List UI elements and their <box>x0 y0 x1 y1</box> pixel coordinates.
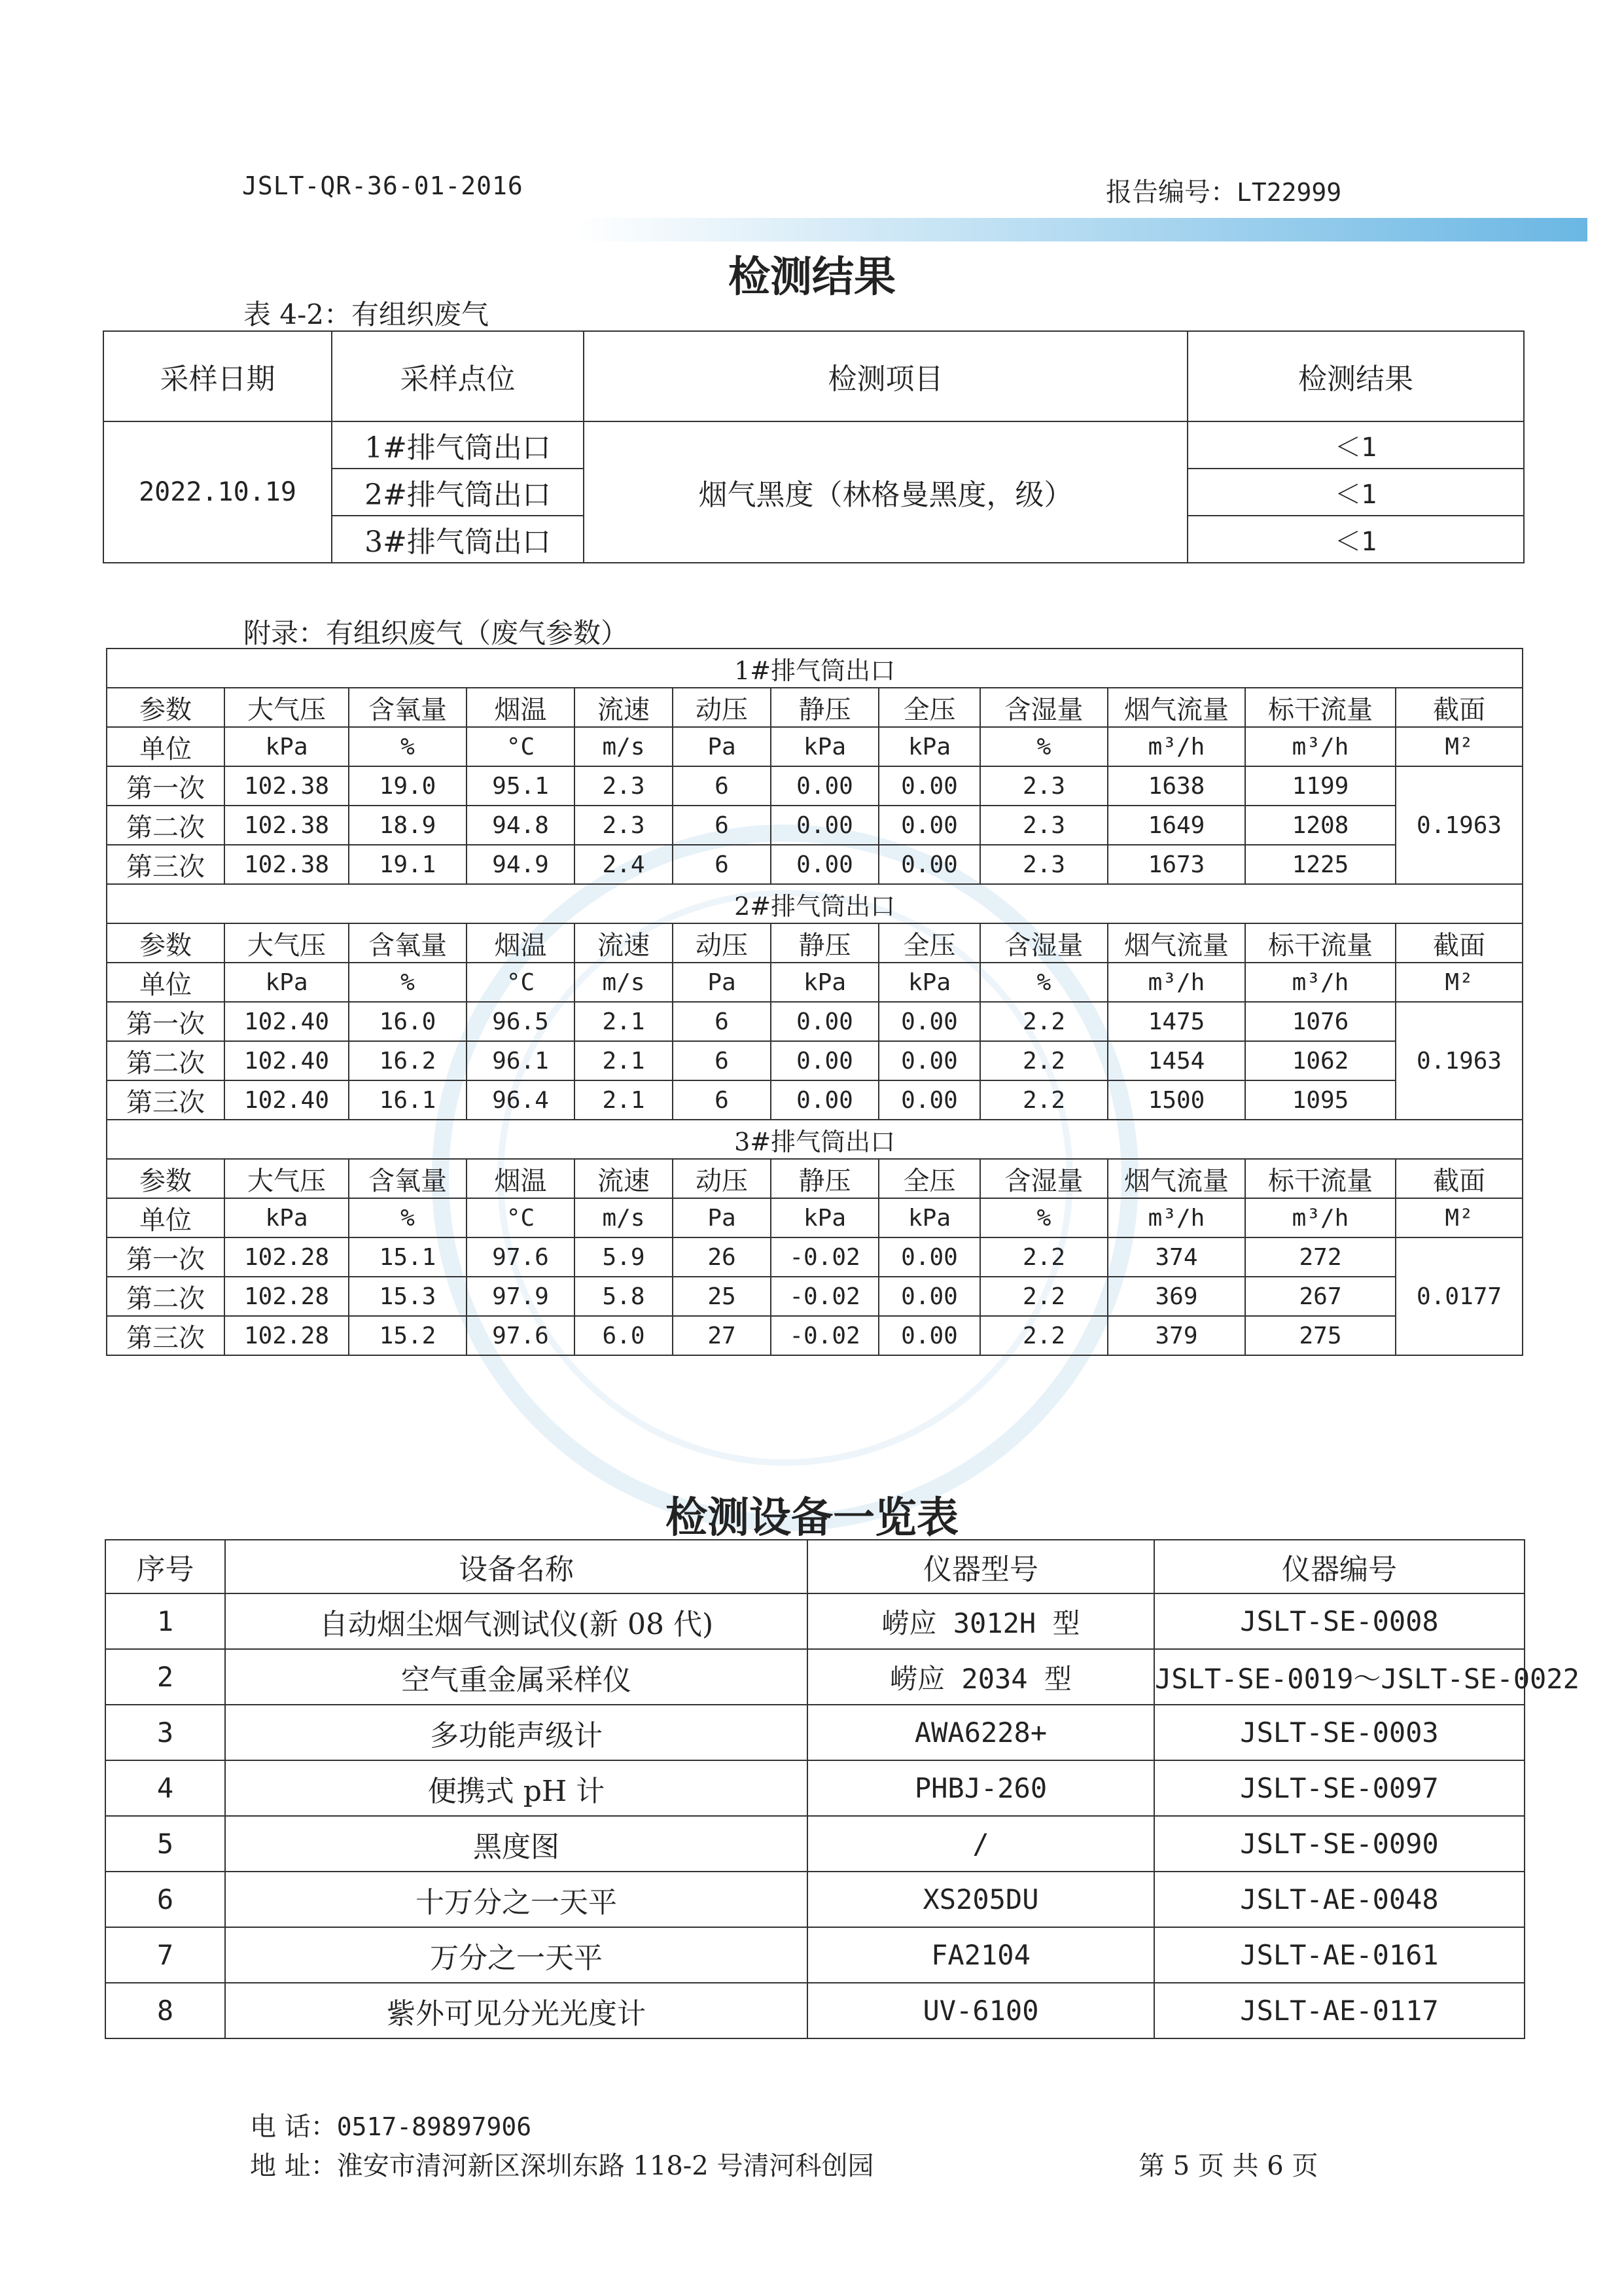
data-cell: 96.4 <box>467 1080 574 1120</box>
data-cell: 102.28 <box>224 1316 349 1355</box>
row-number: 6 <box>105 1872 225 1927</box>
param-header-cell: 流速 <box>574 1159 673 1198</box>
table-row <box>107 845 1523 884</box>
data-cell: 18.9 <box>349 806 467 845</box>
unit-cell: % <box>349 963 467 1002</box>
data-cell: 26 <box>673 1237 771 1277</box>
param-header-cell: 截面 <box>1396 1159 1523 1198</box>
equipment-name: 空气重金属采样仪 <box>225 1649 807 1705</box>
data-cell: 102.40 <box>224 1002 349 1041</box>
unit-row <box>107 1198 1523 1237</box>
data-cell: 第一次 <box>107 1002 224 1041</box>
unit-cell: m³/h <box>1108 727 1245 766</box>
data-cell: 94.9 <box>467 845 574 884</box>
data-cell: 第二次 <box>107 806 224 845</box>
data-cell: 0.00 <box>771 766 879 806</box>
param-header-cell: 静压 <box>771 923 879 963</box>
data-cell: 2.3 <box>574 806 673 845</box>
table-row <box>103 421 1524 469</box>
test-item: 烟气黑度（林格曼黑度，级） <box>584 421 1188 563</box>
model-number: PHBJ-260 <box>807 1760 1154 1816</box>
equipment-name: 自动烟尘烟气测试仪(新 08 代) <box>225 1593 807 1649</box>
unit-cell: 单位 <box>107 963 224 1002</box>
section-title: 3#排气筒出口 <box>107 1120 1523 1159</box>
param-header-cell: 含氧量 <box>349 688 467 727</box>
data-cell: 第三次 <box>107 845 224 884</box>
param-header-cell: 含湿量 <box>980 688 1108 727</box>
param-header-cell: 含湿量 <box>980 923 1108 963</box>
param-header-cell: 标干流量 <box>1245 688 1396 727</box>
data-cell: 0.00 <box>879 1277 980 1316</box>
data-cell: 1500 <box>1108 1080 1245 1120</box>
unit-cell: m³/h <box>1108 963 1245 1002</box>
unit-row <box>107 963 1523 1002</box>
equipment-name: 十万分之一天平 <box>225 1872 807 1927</box>
data-cell: 1062 <box>1245 1041 1396 1080</box>
data-cell: 第二次 <box>107 1277 224 1316</box>
model-number: AWA6228+ <box>807 1705 1154 1760</box>
data-cell: 0.00 <box>771 1041 879 1080</box>
page-number: 第 5 页 共 6 页 <box>1139 2151 1318 2181</box>
data-cell: 6 <box>673 806 771 845</box>
unit-cell: m/s <box>574 963 673 1002</box>
data-cell: 27 <box>673 1316 771 1355</box>
param-header-cell: 参数 <box>107 923 224 963</box>
page-title: 检测结果 <box>728 253 896 302</box>
param-header-cell: 烟温 <box>467 923 574 963</box>
data-cell: 1208 <box>1245 806 1396 845</box>
results-table <box>103 330 1525 563</box>
unit-cell: kPa <box>224 727 349 766</box>
param-header-cell: 烟气流量 <box>1108 923 1245 963</box>
data-cell: 0.00 <box>879 1080 980 1120</box>
model-number: XS205DU <box>807 1872 1154 1927</box>
data-cell: 1199 <box>1245 766 1396 806</box>
unit-cell: % <box>980 963 1108 1002</box>
data-cell: 1649 <box>1108 806 1245 845</box>
results-header-row <box>103 331 1524 421</box>
unit-cell: M² <box>1396 727 1523 766</box>
footer-phone <box>250 2106 531 2143</box>
header-cell: 检测项目 <box>584 331 1188 421</box>
param-header-cell: 大气压 <box>224 688 349 727</box>
data-cell: 0.00 <box>771 1080 879 1120</box>
table-row <box>105 1872 1525 1927</box>
table-row <box>105 1760 1525 1816</box>
unit-cell: kPa <box>224 1198 349 1237</box>
table-row <box>107 766 1523 806</box>
equipment-id: JSLT-AE-0048 <box>1154 1872 1525 1927</box>
table-row <box>105 1593 1525 1649</box>
param-header-cell: 大气压 <box>224 1159 349 1198</box>
header-cell: 仪器编号 <box>1154 1540 1525 1593</box>
data-cell: 6 <box>673 845 771 884</box>
phone-label: 电 话： <box>250 2112 337 2142</box>
unit-cell: m/s <box>574 1198 673 1237</box>
param-header-cell: 动压 <box>673 923 771 963</box>
data-cell: 102.28 <box>224 1237 349 1277</box>
data-cell: 2.2 <box>980 1277 1108 1316</box>
data-cell: 2.3 <box>980 845 1108 884</box>
report-number-label: 报告编号： <box>1106 177 1237 207</box>
unit-cell: m³/h <box>1245 727 1396 766</box>
unit-cell: kPa <box>879 727 980 766</box>
param-header-cell: 全压 <box>879 923 980 963</box>
data-cell: 2.3 <box>980 766 1108 806</box>
data-cell: 1475 <box>1108 1002 1245 1041</box>
unit-cell: °C <box>467 963 574 1002</box>
data-cell: 6 <box>673 1080 771 1120</box>
table-row <box>105 1983 1525 2038</box>
data-cell: 102.28 <box>224 1277 349 1316</box>
equipment-name: 紫外可见分光光度计 <box>225 1983 807 2038</box>
section-area-cell: 0.0177 <box>1396 1237 1523 1355</box>
data-cell: 95.1 <box>467 766 574 806</box>
data-cell: -0.02 <box>771 1237 879 1277</box>
address-value: 淮安市清河新区深圳东路 118-2 号清河科创园 <box>336 2151 874 2181</box>
row-number: 4 <box>105 1760 225 1816</box>
unit-cell: % <box>980 1198 1108 1237</box>
data-cell: 102.38 <box>224 806 349 845</box>
data-cell: 102.40 <box>224 1041 349 1080</box>
table-row <box>107 1002 1523 1041</box>
table-row <box>107 1277 1523 1316</box>
data-cell: 1076 <box>1245 1002 1396 1041</box>
data-cell: 2.3 <box>980 806 1108 845</box>
data-cell: 0.00 <box>771 1002 879 1041</box>
data-cell: 94.8 <box>467 806 574 845</box>
unit-cell: 单位 <box>107 727 224 766</box>
data-cell: 272 <box>1245 1237 1396 1277</box>
table-row <box>107 806 1523 845</box>
row-number: 1 <box>105 1593 225 1649</box>
data-cell: 第二次 <box>107 1041 224 1080</box>
data-cell: 2.2 <box>980 1316 1108 1355</box>
data-cell: 0.00 <box>879 1316 980 1355</box>
test-result: ＜1 <box>1188 421 1524 469</box>
equipment-id: JSLT-SE-0019～JSLT-SE-0022 <box>1154 1649 1525 1705</box>
header-cell: 检测结果 <box>1188 331 1524 421</box>
data-cell: 6.0 <box>574 1316 673 1355</box>
model-number: UV-6100 <box>807 1983 1154 2038</box>
data-cell: 2.1 <box>574 1080 673 1120</box>
data-cell: 19.1 <box>349 845 467 884</box>
table-row <box>107 1080 1523 1120</box>
equipment-id: JSLT-SE-0090 <box>1154 1816 1525 1872</box>
data-cell: 5.8 <box>574 1277 673 1316</box>
data-cell: 0.00 <box>879 1237 980 1277</box>
model-number: 崂应 3012H 型 <box>807 1593 1154 1649</box>
data-cell: 97.6 <box>467 1316 574 1355</box>
unit-cell: kPa <box>771 963 879 1002</box>
param-header-cell: 流速 <box>574 923 673 963</box>
test-result: ＜1 <box>1188 516 1524 563</box>
data-cell: 2.2 <box>980 1002 1108 1041</box>
data-cell: 0.00 <box>879 1002 980 1041</box>
table-row <box>105 1927 1525 1983</box>
report-number-value: LT22999 <box>1237 178 1342 207</box>
unit-cell: kPa <box>771 727 879 766</box>
data-cell: 0.00 <box>879 806 980 845</box>
row-number: 8 <box>105 1983 225 2038</box>
param-header-cell: 含氧量 <box>349 923 467 963</box>
param-header-row <box>107 923 1523 963</box>
data-cell: 2.2 <box>980 1080 1108 1120</box>
data-cell: 374 <box>1108 1237 1245 1277</box>
unit-cell: % <box>349 727 467 766</box>
table-row <box>105 1705 1525 1760</box>
table-row <box>105 1649 1525 1705</box>
appendix-caption: 附录：有组织废气（废气参数） <box>243 617 629 649</box>
param-header-cell: 静压 <box>771 1159 879 1198</box>
unit-row <box>107 727 1523 766</box>
param-header-cell: 含湿量 <box>980 1159 1108 1198</box>
section-title-row <box>107 884 1523 923</box>
unit-cell: m/s <box>574 727 673 766</box>
data-cell: 第一次 <box>107 766 224 806</box>
equipment-id: JSLT-AE-0117 <box>1154 1983 1525 2038</box>
exhaust-parameters-table <box>106 648 1523 1356</box>
data-cell: 1454 <box>1108 1041 1245 1080</box>
data-cell: 369 <box>1108 1277 1245 1316</box>
equipment-name: 便携式 pH 计 <box>225 1760 807 1816</box>
data-cell: 0.00 <box>771 806 879 845</box>
param-header-cell: 全压 <box>879 688 980 727</box>
equipment-header-row <box>105 1540 1525 1593</box>
section-title: 1#排气筒出口 <box>107 649 1523 688</box>
data-cell: 1095 <box>1245 1080 1396 1120</box>
param-header-cell: 烟温 <box>467 688 574 727</box>
data-cell: 2.1 <box>574 1002 673 1041</box>
unit-cell: kPa <box>879 963 980 1002</box>
table-row <box>107 1237 1523 1277</box>
data-cell: 0.00 <box>879 766 980 806</box>
header-decor-bar <box>576 218 1587 241</box>
data-cell: 96.5 <box>467 1002 574 1041</box>
document-code: JSLT-QR-36-01-2016 <box>242 171 523 200</box>
equipment-id: JSLT-SE-0097 <box>1154 1760 1525 1816</box>
header-cell: 采样日期 <box>103 331 332 421</box>
data-cell: -0.02 <box>771 1277 879 1316</box>
data-cell: 25 <box>673 1277 771 1316</box>
phone-value: 0517-89897906 <box>336 2112 532 2141</box>
data-cell: 2.3 <box>574 766 673 806</box>
test-result: ＜1 <box>1188 469 1524 516</box>
data-cell: 267 <box>1245 1277 1396 1316</box>
model-number: FA2104 <box>807 1927 1154 1983</box>
row-number: 3 <box>105 1705 225 1760</box>
section-title: 2#排气筒出口 <box>107 884 1523 923</box>
unit-cell: °C <box>467 727 574 766</box>
footer-address <box>250 2145 874 2182</box>
data-cell: 2.2 <box>980 1237 1108 1277</box>
data-cell: 1673 <box>1108 845 1245 884</box>
equipment-name: 黑度图 <box>225 1816 807 1872</box>
data-cell: 379 <box>1108 1316 1245 1355</box>
param-header-cell: 流速 <box>574 688 673 727</box>
unit-cell: m³/h <box>1245 1198 1396 1237</box>
data-cell: 19.0 <box>349 766 467 806</box>
equipment-title: 检测设备一览表 <box>665 1493 959 1542</box>
unit-cell: °C <box>467 1198 574 1237</box>
data-cell: 0.00 <box>771 845 879 884</box>
section-area-cell: 0.1963 <box>1396 766 1523 884</box>
unit-cell: M² <box>1396 1198 1523 1237</box>
data-cell: 2.2 <box>980 1041 1108 1080</box>
param-header-cell: 烟温 <box>467 1159 574 1198</box>
data-cell: 102.40 <box>224 1080 349 1120</box>
header-cell: 设备名称 <box>225 1540 807 1593</box>
unit-cell: Pa <box>673 727 771 766</box>
table1-caption: 表 4-2：有组织废气 <box>243 298 489 330</box>
param-header-cell: 动压 <box>673 1159 771 1198</box>
data-cell: 2.1 <box>574 1041 673 1080</box>
unit-cell: kPa <box>224 963 349 1002</box>
data-cell: 15.3 <box>349 1277 467 1316</box>
data-cell: 15.2 <box>349 1316 467 1355</box>
table-row <box>105 1816 1525 1872</box>
param-header-row <box>107 688 1523 727</box>
param-header-cell: 大气压 <box>224 923 349 963</box>
report-number <box>1106 171 1341 209</box>
sampling-point: 2#排气筒出口 <box>332 469 584 516</box>
data-cell: 1638 <box>1108 766 1245 806</box>
table-row <box>107 1316 1523 1355</box>
section-title-row <box>107 649 1523 688</box>
unit-cell: % <box>349 1198 467 1237</box>
data-cell: 102.38 <box>224 845 349 884</box>
sampling-date: 2022.10.19 <box>103 421 332 563</box>
equipment-id: JSLT-AE-0161 <box>1154 1927 1525 1983</box>
data-cell: 第三次 <box>107 1316 224 1355</box>
data-cell: 0.00 <box>879 845 980 884</box>
model-number: 崂应 2034 型 <box>807 1649 1154 1705</box>
param-header-cell: 全压 <box>879 1159 980 1198</box>
param-header-cell: 截面 <box>1396 923 1523 963</box>
param-header-cell: 烟气流量 <box>1108 1159 1245 1198</box>
data-cell: 15.1 <box>349 1237 467 1277</box>
unit-cell: Pa <box>673 1198 771 1237</box>
data-cell: 16.0 <box>349 1002 467 1041</box>
unit-cell: % <box>980 727 1108 766</box>
unit-cell: m³/h <box>1108 1198 1245 1237</box>
param-header-cell: 动压 <box>673 688 771 727</box>
data-cell: 97.9 <box>467 1277 574 1316</box>
unit-cell: M² <box>1396 963 1523 1002</box>
equipment-name: 多功能声级计 <box>225 1705 807 1760</box>
row-number: 2 <box>105 1649 225 1705</box>
data-cell: 96.1 <box>467 1041 574 1080</box>
data-cell: 第一次 <box>107 1237 224 1277</box>
data-cell: 5.9 <box>574 1237 673 1277</box>
unit-cell: Pa <box>673 963 771 1002</box>
param-header-cell: 静压 <box>771 688 879 727</box>
param-header-row <box>107 1159 1523 1198</box>
section-title-row <box>107 1120 1523 1159</box>
unit-cell: m³/h <box>1245 963 1396 1002</box>
data-cell: 16.1 <box>349 1080 467 1120</box>
table-row <box>107 1041 1523 1080</box>
equipment-id: JSLT-SE-0008 <box>1154 1593 1525 1649</box>
equipment-name: 万分之一天平 <box>225 1927 807 1983</box>
sampling-point: 3#排气筒出口 <box>332 516 584 563</box>
model-number: / <box>807 1816 1154 1872</box>
data-cell: 0.00 <box>879 1041 980 1080</box>
param-header-cell: 参数 <box>107 688 224 727</box>
data-cell: 第三次 <box>107 1080 224 1120</box>
data-cell: 102.38 <box>224 766 349 806</box>
unit-cell: 单位 <box>107 1198 224 1237</box>
header-cell: 采样点位 <box>332 331 584 421</box>
data-cell: 2.4 <box>574 845 673 884</box>
data-cell: 16.2 <box>349 1041 467 1080</box>
param-header-cell: 截面 <box>1396 688 1523 727</box>
data-cell: 97.6 <box>467 1237 574 1277</box>
data-cell: 6 <box>673 1041 771 1080</box>
data-cell: -0.02 <box>771 1316 879 1355</box>
row-number: 7 <box>105 1927 225 1983</box>
data-cell: 6 <box>673 766 771 806</box>
param-header-cell: 含氧量 <box>349 1159 467 1198</box>
address-label: 地 址： <box>250 2151 337 2181</box>
param-header-cell: 参数 <box>107 1159 224 1198</box>
param-header-cell: 标干流量 <box>1245 1159 1396 1198</box>
header-cell: 仪器型号 <box>807 1540 1154 1593</box>
unit-cell: kPa <box>879 1198 980 1237</box>
param-header-cell: 标干流量 <box>1245 923 1396 963</box>
data-cell: 6 <box>673 1002 771 1041</box>
equipment-id: JSLT-SE-0003 <box>1154 1705 1525 1760</box>
data-cell: 275 <box>1245 1316 1396 1355</box>
unit-cell: kPa <box>771 1198 879 1237</box>
sampling-point: 1#排气筒出口 <box>332 421 584 469</box>
header-cell: 序号 <box>105 1540 225 1593</box>
param-header-cell: 烟气流量 <box>1108 688 1245 727</box>
equipment-table <box>105 1539 1580 2039</box>
section-area-cell: 0.1963 <box>1396 1002 1523 1120</box>
data-cell: 1225 <box>1245 845 1396 884</box>
row-number: 5 <box>105 1816 225 1872</box>
